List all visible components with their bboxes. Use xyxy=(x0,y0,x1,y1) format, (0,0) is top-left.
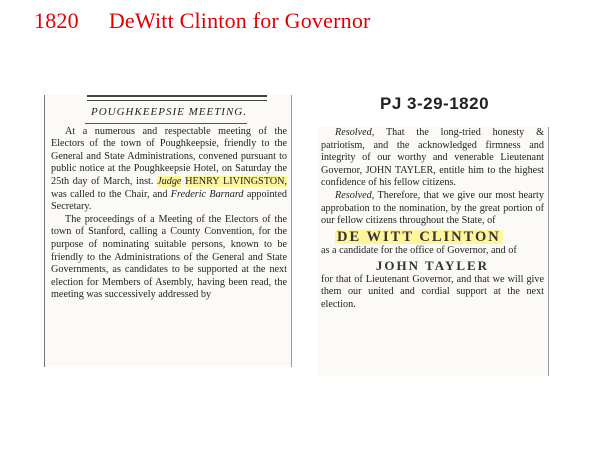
meeting-paragraph xyxy=(51,126,287,214)
resolved-lead-1: Resolved, xyxy=(335,127,375,138)
slide-title xyxy=(34,8,371,34)
candidate-line: as a candidate for the office of Governor, and of xyxy=(321,245,517,257)
clipping-heading: POUGHKEEPSIE MEETING. xyxy=(90,106,248,118)
right-newspaper-clipping xyxy=(317,127,549,376)
meeting-paragraph-intro: At a numerous and respectable meeting of the Electors of the town of Poughkeepsie, friendly to the General and State Administrations, convened pursuant to public notice at the Poughkeepsie Hotel, on Saturday the 25th day of March, inst. xyxy=(51,125,287,187)
slide-year: 1820 xyxy=(34,8,79,33)
meeting-paragraph-chair: was called to the Chair, and xyxy=(51,188,168,200)
resolution-1-text: That the long-tried honesty & patriotism, and the acknowledged firmness and integrity of our worthy and venerable Lieutenant Governor, JOHN TAYLER, entitle him to the highest confidence of his fellow citizens. xyxy=(321,127,544,189)
resolved-lead-2: Resolved, xyxy=(335,189,375,201)
meeting-paragraph-end: appointed Secretary. xyxy=(51,188,287,213)
slide-title-text: DeWitt Clinton for Governor xyxy=(108,8,371,33)
resolution-2-text: Therefore, that we give our most hearty approbation to the nomination, by the great portion of our fellow citizens throughout the State, of xyxy=(321,189,544,227)
resolution-1 xyxy=(321,127,544,190)
proceedings-paragraph: The proceedings of a Meeting of the Electors of the town of Stanford, calling a County Convention, for the purpose of nominating suitable persons, known to be friendly to the Administrations of the General and State Governments, as candidates to be supported at the next election for Members of Asembly, having been read, the meeting was successively addressed by xyxy=(51,213,287,301)
tayler-name: JOHN TAYLER xyxy=(375,257,490,273)
closing-paragraph: for that of Lieutenant Governor, and that we will give them our united and cordial support at the next election. xyxy=(321,273,544,310)
chairman-name: HENRY LIVINGSTON, xyxy=(185,175,288,187)
clinton-name: DE WITT CLINTON xyxy=(337,228,501,245)
source-label: PJ 3-29-1820 xyxy=(380,94,490,113)
left-newspaper-clipping xyxy=(44,95,292,367)
heading-rule xyxy=(87,95,267,101)
secretary-name: Frederic Barnard xyxy=(170,188,244,200)
resolution-2 xyxy=(321,190,544,228)
judge-title: Judge xyxy=(157,175,182,187)
